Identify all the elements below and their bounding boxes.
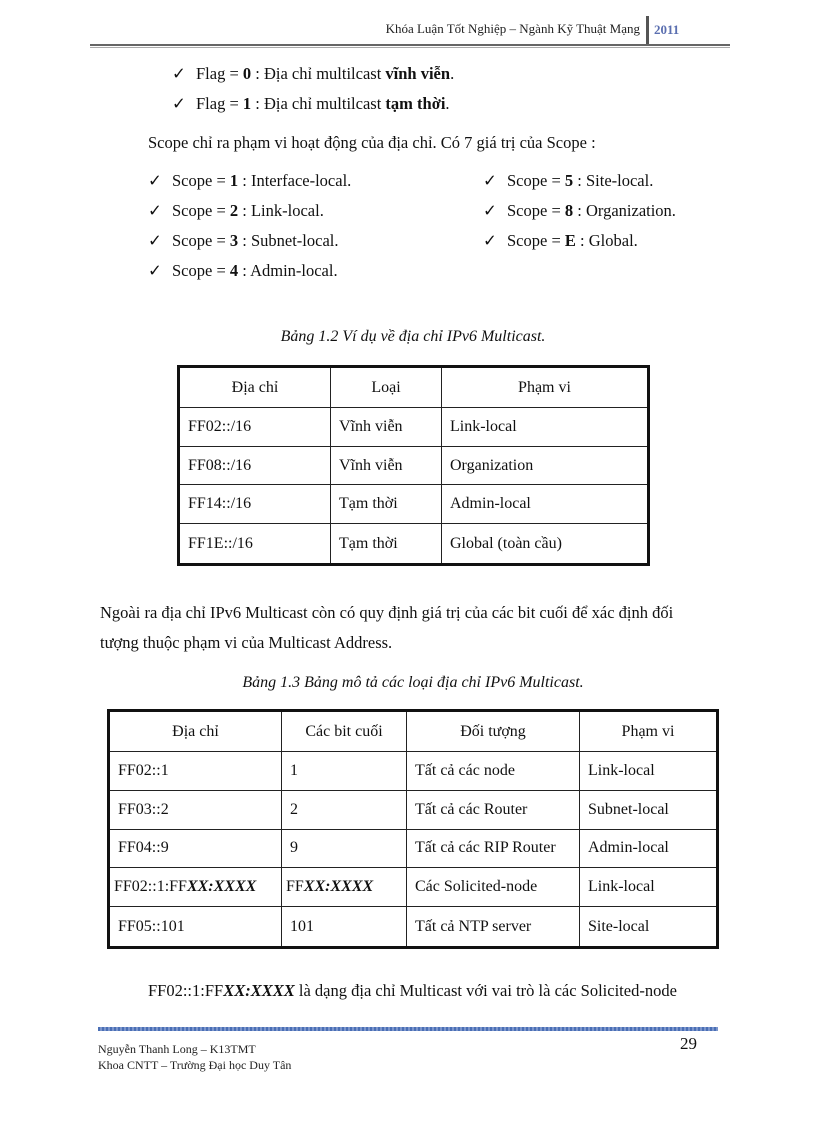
checkmark-icon: ✓ (148, 171, 162, 190)
table-row: FF14::/16 Tạm thời Admin-local (179, 485, 649, 524)
scope-item: ✓ Scope = 8 : Organization. (483, 201, 676, 220)
paragraph-line: tượng thuộc phạm vi của Multicast Address. (100, 633, 393, 652)
table-header: Địa chỉ (109, 711, 282, 752)
scope-item: ✓ Scope = 1 : Interface-local. (148, 171, 352, 190)
table-row: FF02::/16 Vĩnh viễn Link-local (179, 408, 649, 447)
scope-intro: Scope chỉ ra phạm vi hoạt động của địa chỉ. Có 7 giá trị của Scope : (148, 133, 596, 152)
table-header: Đối tượng (407, 711, 580, 752)
checkmark-icon: ✓ (148, 261, 162, 280)
paragraph-line: FF02::1:FFXX:XXXX là dạng địa chỉ Multicast với vai trò là các Solicited-node (148, 981, 677, 1000)
scope-item: ✓ Scope = 3 : Subnet-local. (148, 231, 339, 250)
flag-item-0: ✓ Flag = 0 : Địa chỉ multilcast vĩnh viễn. (172, 64, 455, 83)
scope-item: ✓ Scope = 5 : Site-local. (483, 171, 654, 190)
header-separator (646, 16, 649, 46)
scope-item: ✓ Scope = 2 : Link-local. (148, 201, 324, 220)
checkmark-icon: ✓ (148, 231, 162, 250)
table1-caption: Bảng 1.2 Ví dụ về địa chỉ IPv6 Multicast. (280, 328, 546, 345)
scope-item: ✓ Scope = E : Global. (483, 231, 638, 250)
table-header: Địa chỉ (179, 367, 331, 408)
page-number: 29 (680, 1034, 697, 1053)
flag-item-1: ✓ Flag = 1 : Địa chỉ multilcast tạm thời. (172, 94, 450, 113)
scope-item: ✓ Scope = 4 : Admin-local. (148, 261, 338, 280)
table-header: Các bit cuối (282, 711, 407, 752)
table-row: FF03::2 2 Tất cả các Router Subnet-local (109, 790, 718, 829)
table-row: FF1E::/16 Tạm thời Global (toàn cầu) (179, 524, 649, 565)
table-header-row (179, 367, 649, 408)
table-row: FF04::9 9 Tất cả các RIP Router Admin-local (109, 829, 718, 868)
footer-school: Khoa CNTT – Trường Đại học Duy Tân (98, 1058, 292, 1072)
table-row: FF05::101 101 Tất cả NTP server Site-local (109, 907, 718, 948)
paragraph-line: Ngoài ra địa chỉ IPv6 Multicast còn có quy định giá trị của các bit cuối để xác định đối (100, 603, 674, 622)
checkmark-icon: ✓ (483, 171, 497, 190)
footer-rule (98, 1027, 718, 1031)
running-header-title: Khóa Luận Tốt Nghiệp – Ngành Kỹ Thuật Mạng (385, 21, 640, 36)
checkmark-icon: ✓ (172, 94, 186, 113)
table2 (107, 709, 719, 949)
table-header: Phạm vi (442, 367, 649, 408)
table-header: Phạm vi (580, 711, 718, 752)
checkmark-icon: ✓ (172, 64, 186, 83)
table-header-row (109, 711, 718, 752)
checkmark-icon: ✓ (483, 231, 497, 250)
table1 (177, 365, 650, 566)
checkmark-icon: ✓ (148, 201, 162, 220)
table-row: FF02::1 1 Tất cả các node Link-local (109, 752, 718, 791)
table2-caption: Bảng 1.3 Bảng mô tả các loại địa chỉ IPv6 Multicast. (242, 674, 584, 691)
table-row: FF08::/16 Vĩnh viễn Organization (179, 446, 649, 485)
table-row: FF02::1:FFXX:XXXX FFXX:XXXX Các Solicited-node Link-local (109, 868, 718, 907)
table-header: Loại (331, 367, 442, 408)
header-rule-thin (90, 47, 730, 48)
footer-author: Nguyễn Thanh Long – K13TMT (98, 1042, 256, 1056)
header-rule (90, 44, 730, 46)
running-header-year: 2011 (654, 22, 680, 37)
checkmark-icon: ✓ (483, 201, 497, 220)
